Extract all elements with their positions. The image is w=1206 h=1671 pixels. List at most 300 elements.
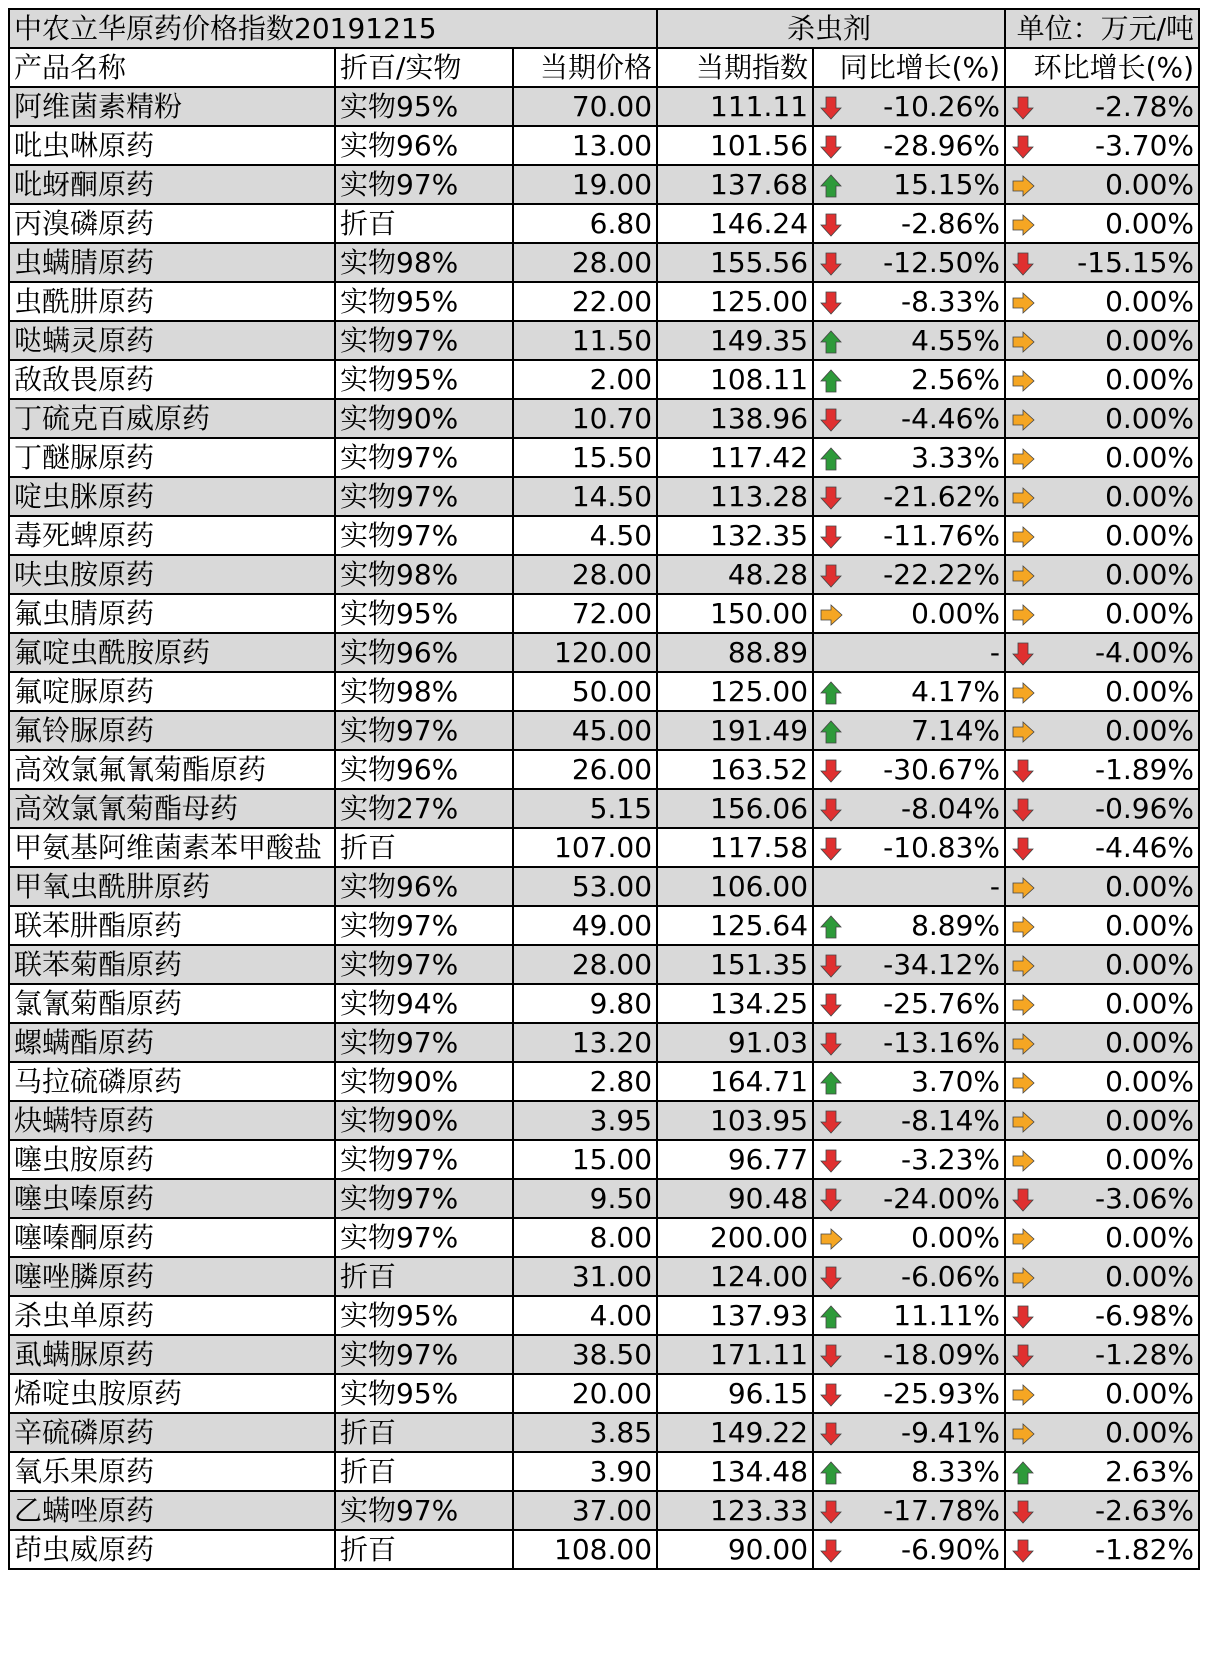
table-row <box>9 477 1199 516</box>
price-cell: 13.20 <box>513 1023 657 1062</box>
table-row <box>9 906 1199 945</box>
mom-cell: 0.00% <box>1039 1257 1199 1296</box>
mom-cell: 0.00% <box>1039 1140 1199 1179</box>
up-arrow-icon <box>819 1304 843 1330</box>
down-arrow-icon <box>1011 1538 1035 1564</box>
product-name-cell: 氧乐果原药 <box>9 1452 335 1491</box>
price-cell: 2.80 <box>513 1062 657 1101</box>
mom-icon-cell <box>1005 633 1039 672</box>
yoy-icon-cell <box>813 906 847 945</box>
mom-icon-cell <box>1005 516 1039 555</box>
yoy-cell: - <box>847 867 1005 906</box>
mom-cell: 0.00% <box>1039 555 1199 594</box>
price-cell: 107.00 <box>513 828 657 867</box>
index-cell: 125.00 <box>657 282 813 321</box>
mom-cell: 0.00% <box>1039 867 1199 906</box>
up-arrow-icon <box>1011 1460 1035 1486</box>
price-cell: 5.15 <box>513 789 657 828</box>
spec-cell: 实物95% <box>335 282 513 321</box>
mom-icon-cell <box>1005 87 1039 126</box>
index-cell: 149.35 <box>657 321 813 360</box>
mom-cell: 0.00% <box>1039 1101 1199 1140</box>
spec-cell: 实物95% <box>335 1374 513 1413</box>
spec-cell: 折百 <box>335 828 513 867</box>
right-arrow-icon <box>1011 1070 1035 1096</box>
down-arrow-icon <box>819 1265 843 1291</box>
yoy-icon-cell <box>813 1335 847 1374</box>
price-cell: 50.00 <box>513 672 657 711</box>
price-cell: 2.00 <box>513 360 657 399</box>
spec-cell: 实物98% <box>335 243 513 282</box>
spec-cell: 实物97% <box>335 1491 513 1530</box>
title-row <box>9 9 1199 48</box>
mom-icon-cell <box>1005 1257 1039 1296</box>
yoy-cell: - <box>847 633 1005 672</box>
index-cell: 111.11 <box>657 87 813 126</box>
yoy-icon-cell <box>813 399 847 438</box>
table-row <box>9 594 1199 633</box>
table-row <box>9 1023 1199 1062</box>
index-cell: 106.00 <box>657 867 813 906</box>
index-cell: 171.11 <box>657 1335 813 1374</box>
yoy-icon-cell <box>813 87 847 126</box>
yoy-cell: -8.14% <box>847 1101 1005 1140</box>
yoy-icon-cell <box>813 165 847 204</box>
right-arrow-icon <box>1011 446 1035 472</box>
right-arrow-icon <box>1011 563 1035 589</box>
mom-icon-cell <box>1005 477 1039 516</box>
product-name-cell: 敌敌畏原药 <box>9 360 335 399</box>
down-arrow-icon <box>819 1382 843 1408</box>
spec-cell: 折百 <box>335 1257 513 1296</box>
mom-cell: -2.63% <box>1039 1491 1199 1530</box>
mom-cell: -6.98% <box>1039 1296 1199 1335</box>
category-label: 杀虫剂 <box>657 9 1005 48</box>
header-row <box>9 48 1199 87</box>
product-name-cell: 氟啶脲原药 <box>9 672 335 711</box>
yoy-icon-cell <box>813 672 847 711</box>
spec-cell: 实物95% <box>335 1296 513 1335</box>
index-cell: 134.25 <box>657 984 813 1023</box>
yoy-cell: -28.96% <box>847 126 1005 165</box>
mom-cell: -15.15% <box>1039 243 1199 282</box>
price-cell: 10.70 <box>513 399 657 438</box>
right-arrow-icon <box>1011 914 1035 940</box>
right-arrow-icon <box>1011 992 1035 1018</box>
header-spec: 折百/实物 <box>335 48 513 87</box>
price-cell: 120.00 <box>513 633 657 672</box>
index-cell: 155.56 <box>657 243 813 282</box>
mom-cell: 0.00% <box>1039 594 1199 633</box>
spec-cell: 实物97% <box>335 438 513 477</box>
mom-cell: 0.00% <box>1039 1413 1199 1452</box>
down-arrow-icon <box>819 758 843 784</box>
mom-cell: -0.96% <box>1039 789 1199 828</box>
mom-cell: 0.00% <box>1039 204 1199 243</box>
mom-icon-cell <box>1005 321 1039 360</box>
spec-cell: 实物97% <box>335 1335 513 1374</box>
mom-icon-cell <box>1005 789 1039 828</box>
down-arrow-icon <box>819 836 843 862</box>
product-name-cell: 噻虫胺原药 <box>9 1140 335 1179</box>
table-row <box>9 87 1199 126</box>
product-name-cell: 甲氧虫酰肼原药 <box>9 867 335 906</box>
mom-icon-cell <box>1005 1335 1039 1374</box>
header-price: 当期价格 <box>513 48 657 87</box>
mom-cell: -3.06% <box>1039 1179 1199 1218</box>
mom-cell: 0.00% <box>1039 711 1199 750</box>
down-arrow-icon <box>819 1421 843 1447</box>
yoy-cell: -12.50% <box>847 243 1005 282</box>
mom-cell: 0.00% <box>1039 1218 1199 1257</box>
mom-icon-cell <box>1005 165 1039 204</box>
yoy-icon-cell <box>813 204 847 243</box>
yoy-cell: 4.55% <box>847 321 1005 360</box>
mom-icon-cell <box>1005 1218 1039 1257</box>
mom-icon-cell <box>1005 1491 1039 1530</box>
down-arrow-icon <box>1011 1304 1035 1330</box>
spec-cell: 实物94% <box>335 984 513 1023</box>
down-arrow-icon <box>819 1148 843 1174</box>
mom-cell: 0.00% <box>1039 282 1199 321</box>
up-arrow-icon <box>819 329 843 355</box>
table-row <box>9 1296 1199 1335</box>
mom-icon-cell <box>1005 1374 1039 1413</box>
down-arrow-icon <box>819 407 843 433</box>
yoy-cell: -2.86% <box>847 204 1005 243</box>
right-arrow-icon <box>1011 1226 1035 1252</box>
product-name-cell: 高效氯氟氰菊酯原药 <box>9 750 335 789</box>
index-cell: 117.42 <box>657 438 813 477</box>
down-arrow-icon <box>819 212 843 238</box>
right-arrow-icon <box>819 1226 843 1252</box>
yoy-cell: -18.09% <box>847 1335 1005 1374</box>
mom-cell: 0.00% <box>1039 321 1199 360</box>
spec-cell: 实物97% <box>335 711 513 750</box>
product-name-cell: 虫螨腈原药 <box>9 243 335 282</box>
spec-cell: 实物97% <box>335 516 513 555</box>
header-product-name: 产品名称 <box>9 48 335 87</box>
spec-cell: 实物90% <box>335 1062 513 1101</box>
up-arrow-icon <box>819 173 843 199</box>
product-name-cell: 虱螨脲原药 <box>9 1335 335 1374</box>
yoy-icon-cell <box>813 1062 847 1101</box>
price-cell: 53.00 <box>513 867 657 906</box>
down-arrow-icon <box>819 1031 843 1057</box>
yoy-icon-cell <box>813 516 847 555</box>
yoy-cell: 0.00% <box>847 1218 1005 1257</box>
down-arrow-icon <box>819 1109 843 1135</box>
yoy-cell: -24.00% <box>847 1179 1005 1218</box>
product-name-cell: 螺螨酯原药 <box>9 1023 335 1062</box>
table-row <box>9 321 1199 360</box>
product-name-cell: 呋虫胺原药 <box>9 555 335 594</box>
mom-icon-cell <box>1005 243 1039 282</box>
right-arrow-icon <box>1011 1031 1035 1057</box>
down-arrow-icon <box>819 1343 843 1369</box>
yoy-cell: 3.70% <box>847 1062 1005 1101</box>
index-cell: 164.71 <box>657 1062 813 1101</box>
price-cell: 13.00 <box>513 126 657 165</box>
price-cell: 9.50 <box>513 1179 657 1218</box>
spec-cell: 实物97% <box>335 477 513 516</box>
down-arrow-icon <box>819 290 843 316</box>
header-yoy: 同比增长(%) <box>813 48 1005 87</box>
yoy-icon-cell <box>813 1296 847 1335</box>
right-arrow-icon <box>1011 875 1035 901</box>
spec-cell: 实物97% <box>335 945 513 984</box>
table-row <box>9 945 1199 984</box>
yoy-icon-cell <box>813 477 847 516</box>
yoy-cell: 4.17% <box>847 672 1005 711</box>
price-cell: 3.95 <box>513 1101 657 1140</box>
index-cell: 200.00 <box>657 1218 813 1257</box>
price-cell: 26.00 <box>513 750 657 789</box>
index-cell: 137.93 <box>657 1296 813 1335</box>
product-name-cell: 炔螨特原药 <box>9 1101 335 1140</box>
down-arrow-icon <box>819 251 843 277</box>
right-arrow-icon <box>1011 953 1035 979</box>
yoy-icon-cell <box>813 282 847 321</box>
right-arrow-icon <box>1011 1109 1035 1135</box>
yoy-cell: 15.15% <box>847 165 1005 204</box>
index-cell: 88.89 <box>657 633 813 672</box>
down-arrow-icon <box>1011 758 1035 784</box>
mom-cell: 0.00% <box>1039 1023 1199 1062</box>
mom-cell: -3.70% <box>1039 126 1199 165</box>
right-arrow-icon <box>1011 485 1035 511</box>
table-row <box>9 165 1199 204</box>
price-cell: 15.00 <box>513 1140 657 1179</box>
yoy-cell: 8.33% <box>847 1452 1005 1491</box>
yoy-cell: -4.46% <box>847 399 1005 438</box>
yoy-cell: 11.11% <box>847 1296 1005 1335</box>
price-cell: 70.00 <box>513 87 657 126</box>
yoy-cell: 8.89% <box>847 906 1005 945</box>
product-name-cell: 氟啶虫酰胺原药 <box>9 633 335 672</box>
index-cell: 125.64 <box>657 906 813 945</box>
product-name-cell: 高效氯氰菊酯母药 <box>9 789 335 828</box>
header-mom: 环比增长(%) <box>1005 48 1199 87</box>
unit-label: 单位：万元/吨 <box>1005 9 1199 48</box>
yoy-icon-cell <box>813 1218 847 1257</box>
table-row <box>9 555 1199 594</box>
product-name-cell: 烯啶虫胺原药 <box>9 1374 335 1413</box>
index-cell: 132.35 <box>657 516 813 555</box>
product-name-cell: 甲氨基阿维菌素苯甲酸盐 <box>9 828 335 867</box>
mom-icon-cell <box>1005 906 1039 945</box>
right-arrow-icon <box>1011 1382 1035 1408</box>
index-cell: 96.15 <box>657 1374 813 1413</box>
price-cell: 20.00 <box>513 1374 657 1413</box>
up-arrow-icon <box>819 1070 843 1096</box>
mom-icon-cell <box>1005 945 1039 984</box>
product-name-cell: 噻嗪酮原药 <box>9 1218 335 1257</box>
spec-cell: 实物97% <box>335 1140 513 1179</box>
mom-cell: 0.00% <box>1039 984 1199 1023</box>
price-cell: 31.00 <box>513 1257 657 1296</box>
table-row <box>9 1491 1199 1530</box>
price-index-table <box>8 8 1200 1570</box>
right-arrow-icon <box>1011 524 1035 550</box>
index-cell: 134.48 <box>657 1452 813 1491</box>
down-arrow-icon <box>819 485 843 511</box>
spec-cell: 折百 <box>335 1452 513 1491</box>
yoy-cell: -17.78% <box>847 1491 1005 1530</box>
index-cell: 108.11 <box>657 360 813 399</box>
mom-cell: 0.00% <box>1039 165 1199 204</box>
mom-cell: 0.00% <box>1039 438 1199 477</box>
mom-icon-cell <box>1005 1530 1039 1569</box>
mom-cell: -1.89% <box>1039 750 1199 789</box>
right-arrow-icon <box>1011 719 1035 745</box>
yoy-cell: -25.93% <box>847 1374 1005 1413</box>
yoy-icon-cell <box>813 1140 847 1179</box>
product-name-cell: 噻虫嗪原药 <box>9 1179 335 1218</box>
mom-icon-cell <box>1005 360 1039 399</box>
up-arrow-icon <box>819 446 843 472</box>
product-name-cell: 虫酰肼原药 <box>9 282 335 321</box>
spec-cell: 实物97% <box>335 1218 513 1257</box>
table-row <box>9 243 1199 282</box>
yoy-icon-cell <box>813 828 847 867</box>
down-arrow-icon <box>819 134 843 160</box>
index-cell: 96.77 <box>657 1140 813 1179</box>
spec-cell: 实物98% <box>335 555 513 594</box>
index-cell: 103.95 <box>657 1101 813 1140</box>
down-arrow-icon <box>819 992 843 1018</box>
spec-cell: 实物97% <box>335 321 513 360</box>
index-cell: 146.24 <box>657 204 813 243</box>
down-arrow-icon <box>1011 251 1035 277</box>
mom-icon-cell <box>1005 594 1039 633</box>
yoy-cell: -34.12% <box>847 945 1005 984</box>
yoy-icon-cell <box>813 1257 847 1296</box>
index-cell: 91.03 <box>657 1023 813 1062</box>
right-arrow-icon <box>1011 290 1035 316</box>
price-cell: 37.00 <box>513 1491 657 1530</box>
up-arrow-icon <box>819 680 843 706</box>
spec-cell: 实物95% <box>335 360 513 399</box>
down-arrow-icon <box>819 95 843 121</box>
up-arrow-icon <box>819 719 843 745</box>
down-arrow-icon <box>1011 1343 1035 1369</box>
table-row <box>9 1374 1199 1413</box>
index-cell: 123.33 <box>657 1491 813 1530</box>
table-row <box>9 399 1199 438</box>
spec-cell: 实物27% <box>335 789 513 828</box>
price-cell: 22.00 <box>513 282 657 321</box>
product-name-cell: 氟虫腈原药 <box>9 594 335 633</box>
price-cell: 108.00 <box>513 1530 657 1569</box>
mom-cell: -1.28% <box>1039 1335 1199 1374</box>
product-name-cell: 马拉硫磷原药 <box>9 1062 335 1101</box>
yoy-icon-cell <box>813 1452 847 1491</box>
mom-cell: 0.00% <box>1039 672 1199 711</box>
price-cell: 28.00 <box>513 945 657 984</box>
yoy-cell: -10.26% <box>847 87 1005 126</box>
price-cell: 15.50 <box>513 438 657 477</box>
spec-cell: 实物95% <box>335 594 513 633</box>
mom-icon-cell <box>1005 1023 1039 1062</box>
right-arrow-icon <box>1011 368 1035 394</box>
mom-icon-cell <box>1005 828 1039 867</box>
yoy-cell: 0.00% <box>847 594 1005 633</box>
mom-icon-cell <box>1005 984 1039 1023</box>
table-row <box>9 282 1199 321</box>
product-name-cell: 联苯肼酯原药 <box>9 906 335 945</box>
product-name-cell: 联苯菊酯原药 <box>9 945 335 984</box>
yoy-icon-cell <box>813 867 847 906</box>
product-name-cell: 毒死蜱原药 <box>9 516 335 555</box>
table-row <box>9 1179 1199 1218</box>
yoy-cell: -8.33% <box>847 282 1005 321</box>
right-arrow-icon <box>1011 173 1035 199</box>
down-arrow-icon <box>1011 95 1035 121</box>
yoy-icon-cell <box>813 984 847 1023</box>
price-cell: 11.50 <box>513 321 657 360</box>
yoy-icon-cell <box>813 438 847 477</box>
yoy-icon-cell <box>813 594 847 633</box>
spec-cell: 实物97% <box>335 906 513 945</box>
down-arrow-icon <box>1011 641 1035 667</box>
spec-cell: 折百 <box>335 1530 513 1569</box>
mom-icon-cell <box>1005 438 1039 477</box>
table-row <box>9 1218 1199 1257</box>
yoy-icon-cell <box>813 1101 847 1140</box>
price-cell: 3.85 <box>513 1413 657 1452</box>
yoy-icon-cell <box>813 711 847 750</box>
down-arrow-icon <box>1011 1499 1035 1525</box>
yoy-icon-cell <box>813 555 847 594</box>
mom-cell: 0.00% <box>1039 1374 1199 1413</box>
report-title: 中农立华原药价格指数20191215 <box>9 9 657 48</box>
table-row <box>9 1452 1199 1491</box>
table-row <box>9 1140 1199 1179</box>
mom-icon-cell <box>1005 1296 1039 1335</box>
price-cell: 38.50 <box>513 1335 657 1374</box>
spec-cell: 折百 <box>335 204 513 243</box>
table-row <box>9 711 1199 750</box>
product-name-cell: 丁醚脲原药 <box>9 438 335 477</box>
table-row <box>9 204 1199 243</box>
yoy-cell: -9.41% <box>847 1413 1005 1452</box>
spec-cell: 实物97% <box>335 1023 513 1062</box>
mom-icon-cell <box>1005 1179 1039 1218</box>
product-name-cell: 丁硫克百威原药 <box>9 399 335 438</box>
mom-icon-cell <box>1005 399 1039 438</box>
mom-icon-cell <box>1005 1452 1039 1491</box>
index-cell: 113.28 <box>657 477 813 516</box>
yoy-icon-cell <box>813 945 847 984</box>
spec-cell: 实物96% <box>335 867 513 906</box>
mom-cell: 0.00% <box>1039 945 1199 984</box>
mom-icon-cell <box>1005 867 1039 906</box>
mom-icon-cell <box>1005 672 1039 711</box>
table-row <box>9 360 1199 399</box>
down-arrow-icon <box>819 563 843 589</box>
table-row <box>9 438 1199 477</box>
product-name-cell: 啶虫脒原药 <box>9 477 335 516</box>
yoy-icon-cell <box>813 633 847 672</box>
index-cell: 150.00 <box>657 594 813 633</box>
yoy-cell: 2.56% <box>847 360 1005 399</box>
mom-icon-cell <box>1005 1101 1039 1140</box>
up-arrow-icon <box>819 914 843 940</box>
mom-cell: 0.00% <box>1039 906 1199 945</box>
index-cell: 125.00 <box>657 672 813 711</box>
table-row <box>9 984 1199 1023</box>
